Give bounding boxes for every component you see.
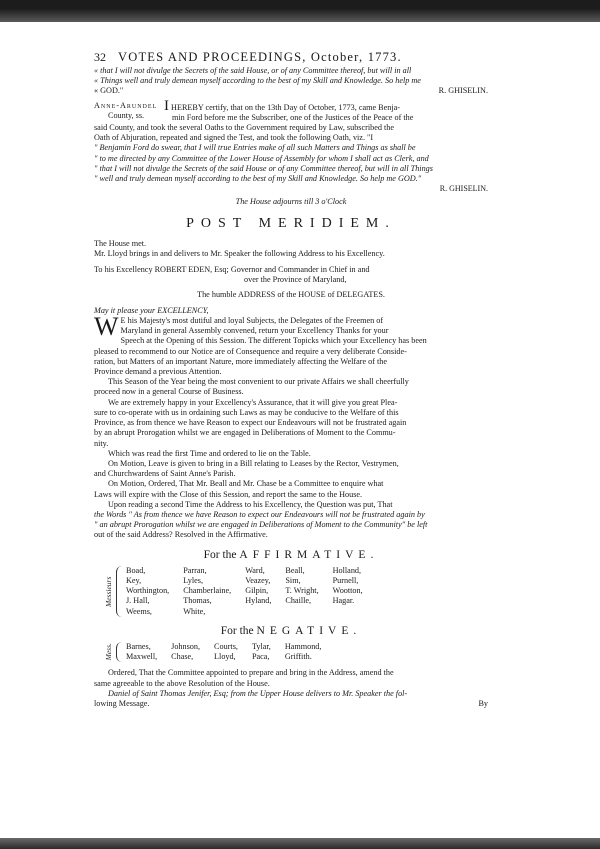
affirmative-heading: For the AFFIRMATIVE. (203, 548, 379, 561)
vote-column: Beall, Sim, T. Wright, Chaille, (285, 565, 319, 606)
house-met: The House met. (94, 238, 147, 248)
vote-column: Courts, Lloyd, (214, 641, 238, 662)
brace (116, 566, 123, 617)
proceedings: Which was read the first Time and ordered to lie on the Table. On Motion, Leave is given to bring in a Bill relating to Leases by the Rector, Vestrymen, and Churchwardens of Saint Anne's Parish. On Motion, Ordered, That Mr. Beall and Mr. Chase be a Committee to enquire what Laws will expire with the Close of this Session, and report the same to the House. Upon reading a second Time the Address to his Excellency, the Question was put, That the Words " As from thence we have Reason to expect our Endeavours will not be frustrated again by " an abrupt Prorogation whilst we are engaged in Deliberations of Moment to the Community" be left out of the said Address? Resolved in the Affirmative. (94, 448, 428, 540)
negative-votes (104, 642, 488, 662)
post-meridiem-heading: POST MERIDIEM. (186, 215, 396, 231)
adjournment: The House adjourns till 3 o'Clock (235, 197, 347, 207)
vote-column: Holland, Purnell, Wootton, Hagar. (332, 565, 363, 606)
lloyd-line: Mr. Lloyd brings in and delivers to Mr. Speaker the following Address to his Excellency. (94, 249, 385, 259)
brace (116, 642, 123, 662)
page-title: VOTES AND PROCEEDINGS, October, 1773. (118, 50, 402, 64)
signature: R. GHISELIN. (439, 184, 488, 194)
vote-column: Barnes, Maxwell, (126, 641, 158, 662)
opening-line: « that I will not divulge the Secrets of the said House, or of any Committee thereof, but will in all (94, 66, 412, 75)
scan-top-edge (0, 0, 600, 22)
county-label: Anne-Arundel County, ss. (94, 100, 158, 120)
salutation: May it please your EXCELLENCY, (94, 305, 209, 315)
address-recipient: To his Excellency ROBERT EDEN, Esq; Governor and Commander in Chief in and (94, 265, 370, 275)
vote-column: Hammond, Griffith. (284, 641, 322, 662)
vote-column: Boad, Key, Worthington, J. Hall, Weems, (126, 565, 170, 616)
scan-bottom-edge (0, 838, 600, 849)
negative-heading: For the NEGATIVE. (220, 624, 362, 637)
signature: R. GHISELIN. (438, 86, 488, 96)
address-recipient: over the Province of Maryland, (244, 275, 347, 285)
vote-column: Tylar, Paca, (251, 641, 271, 662)
affirmative-votes (104, 566, 488, 617)
oath-certificate: Anne-Arundel County, ss. I HEREBY certify, that on the 13th Day of October, 1773, came Benja- min Ford before me the Subscriber, one of the Justices of the Peace of the said County, and took the several Oaths to the Government required by Law, subscribed the Oath of Abjuration, repeated and signed the Test, and took the following Oath, viz. "I " Benjamin Ford do swear, that I will true Entries make of all such Matters and Things as shall be " to me directed by any Committee of the Lower House of Assembly for whom I shall act as Clerk, and " that I will not divulge the Secrets of the said House or of any Committee thereof, but will in all Things " well and truly demean myself according to the best of my Skill and Knowledge. So help me GOD." R. GHISELIN. The House adjourns till 3 o'Clock (94, 97, 488, 207)
page-number: 32 (94, 50, 106, 64)
document-page (94, 52, 488, 832)
catchword: By (478, 698, 488, 708)
messieurs-label: Mess. (104, 643, 113, 661)
vote-column: Parran, Lyles, Chamberlaine, Thomas, White, (183, 565, 232, 616)
vote-column: Ward, Veazey, Gilpin, Hyland, (245, 565, 272, 606)
messieurs-label: Messieurs (104, 576, 113, 607)
opening-end (94, 86, 488, 96)
opening-line: « Things well and truly demean myself according to the best of my Skill and Knowledge. So help me (94, 76, 421, 86)
vote-column: Johnson, Chase, (171, 641, 201, 662)
drop-initial-I: I (164, 97, 169, 114)
running-header (94, 52, 488, 66)
opening-line: « GOD." (94, 86, 124, 96)
drop-initial-W: W (94, 312, 119, 342)
address-body: May it please your EXCELLENCY, W E his Majesty's most dutiful and loyal Subjects, the Delegates of the Freemen of Maryland in general Assembly convened, return your Excellency Thanks for your Speech at the Opening of this Session. The different Topicks which your Excellency has been pleased to recommend to our Notice are of Consequence and require a very deliberate Conside- ration, but Matters of an important Nature, more immediately affecting the Welfare of the Province demand a previous Attention. This Season of the Year being the most convenient to our private Affairs we shall cheerfully proceed now in a general Course of Business. We are extremely happy in your Excellency's Assurance, that it will give you great Plea- sure to co-operate with us in ordaining such Laws as may be conducive to the Welfare of this Province, as from thence we have Reason to expect our Endeavours will not be frustrated again by an abrupt Prorogation whilst we are engaged in Deliberations of Moment to the Commu- nity. (94, 306, 488, 449)
closing: Ordered, That the Committee appointed to prepare and bring in the Address, amend the same agreeable to the above Resolution of the House. Daniel of Saint Thomas Jenifer, Esq; from the Upper House delivers to Mr. Speaker the fol- lowing Message. By (94, 668, 488, 708)
address-title: The humble ADDRESS of the HOUSE of DELEGATES. (197, 289, 385, 299)
